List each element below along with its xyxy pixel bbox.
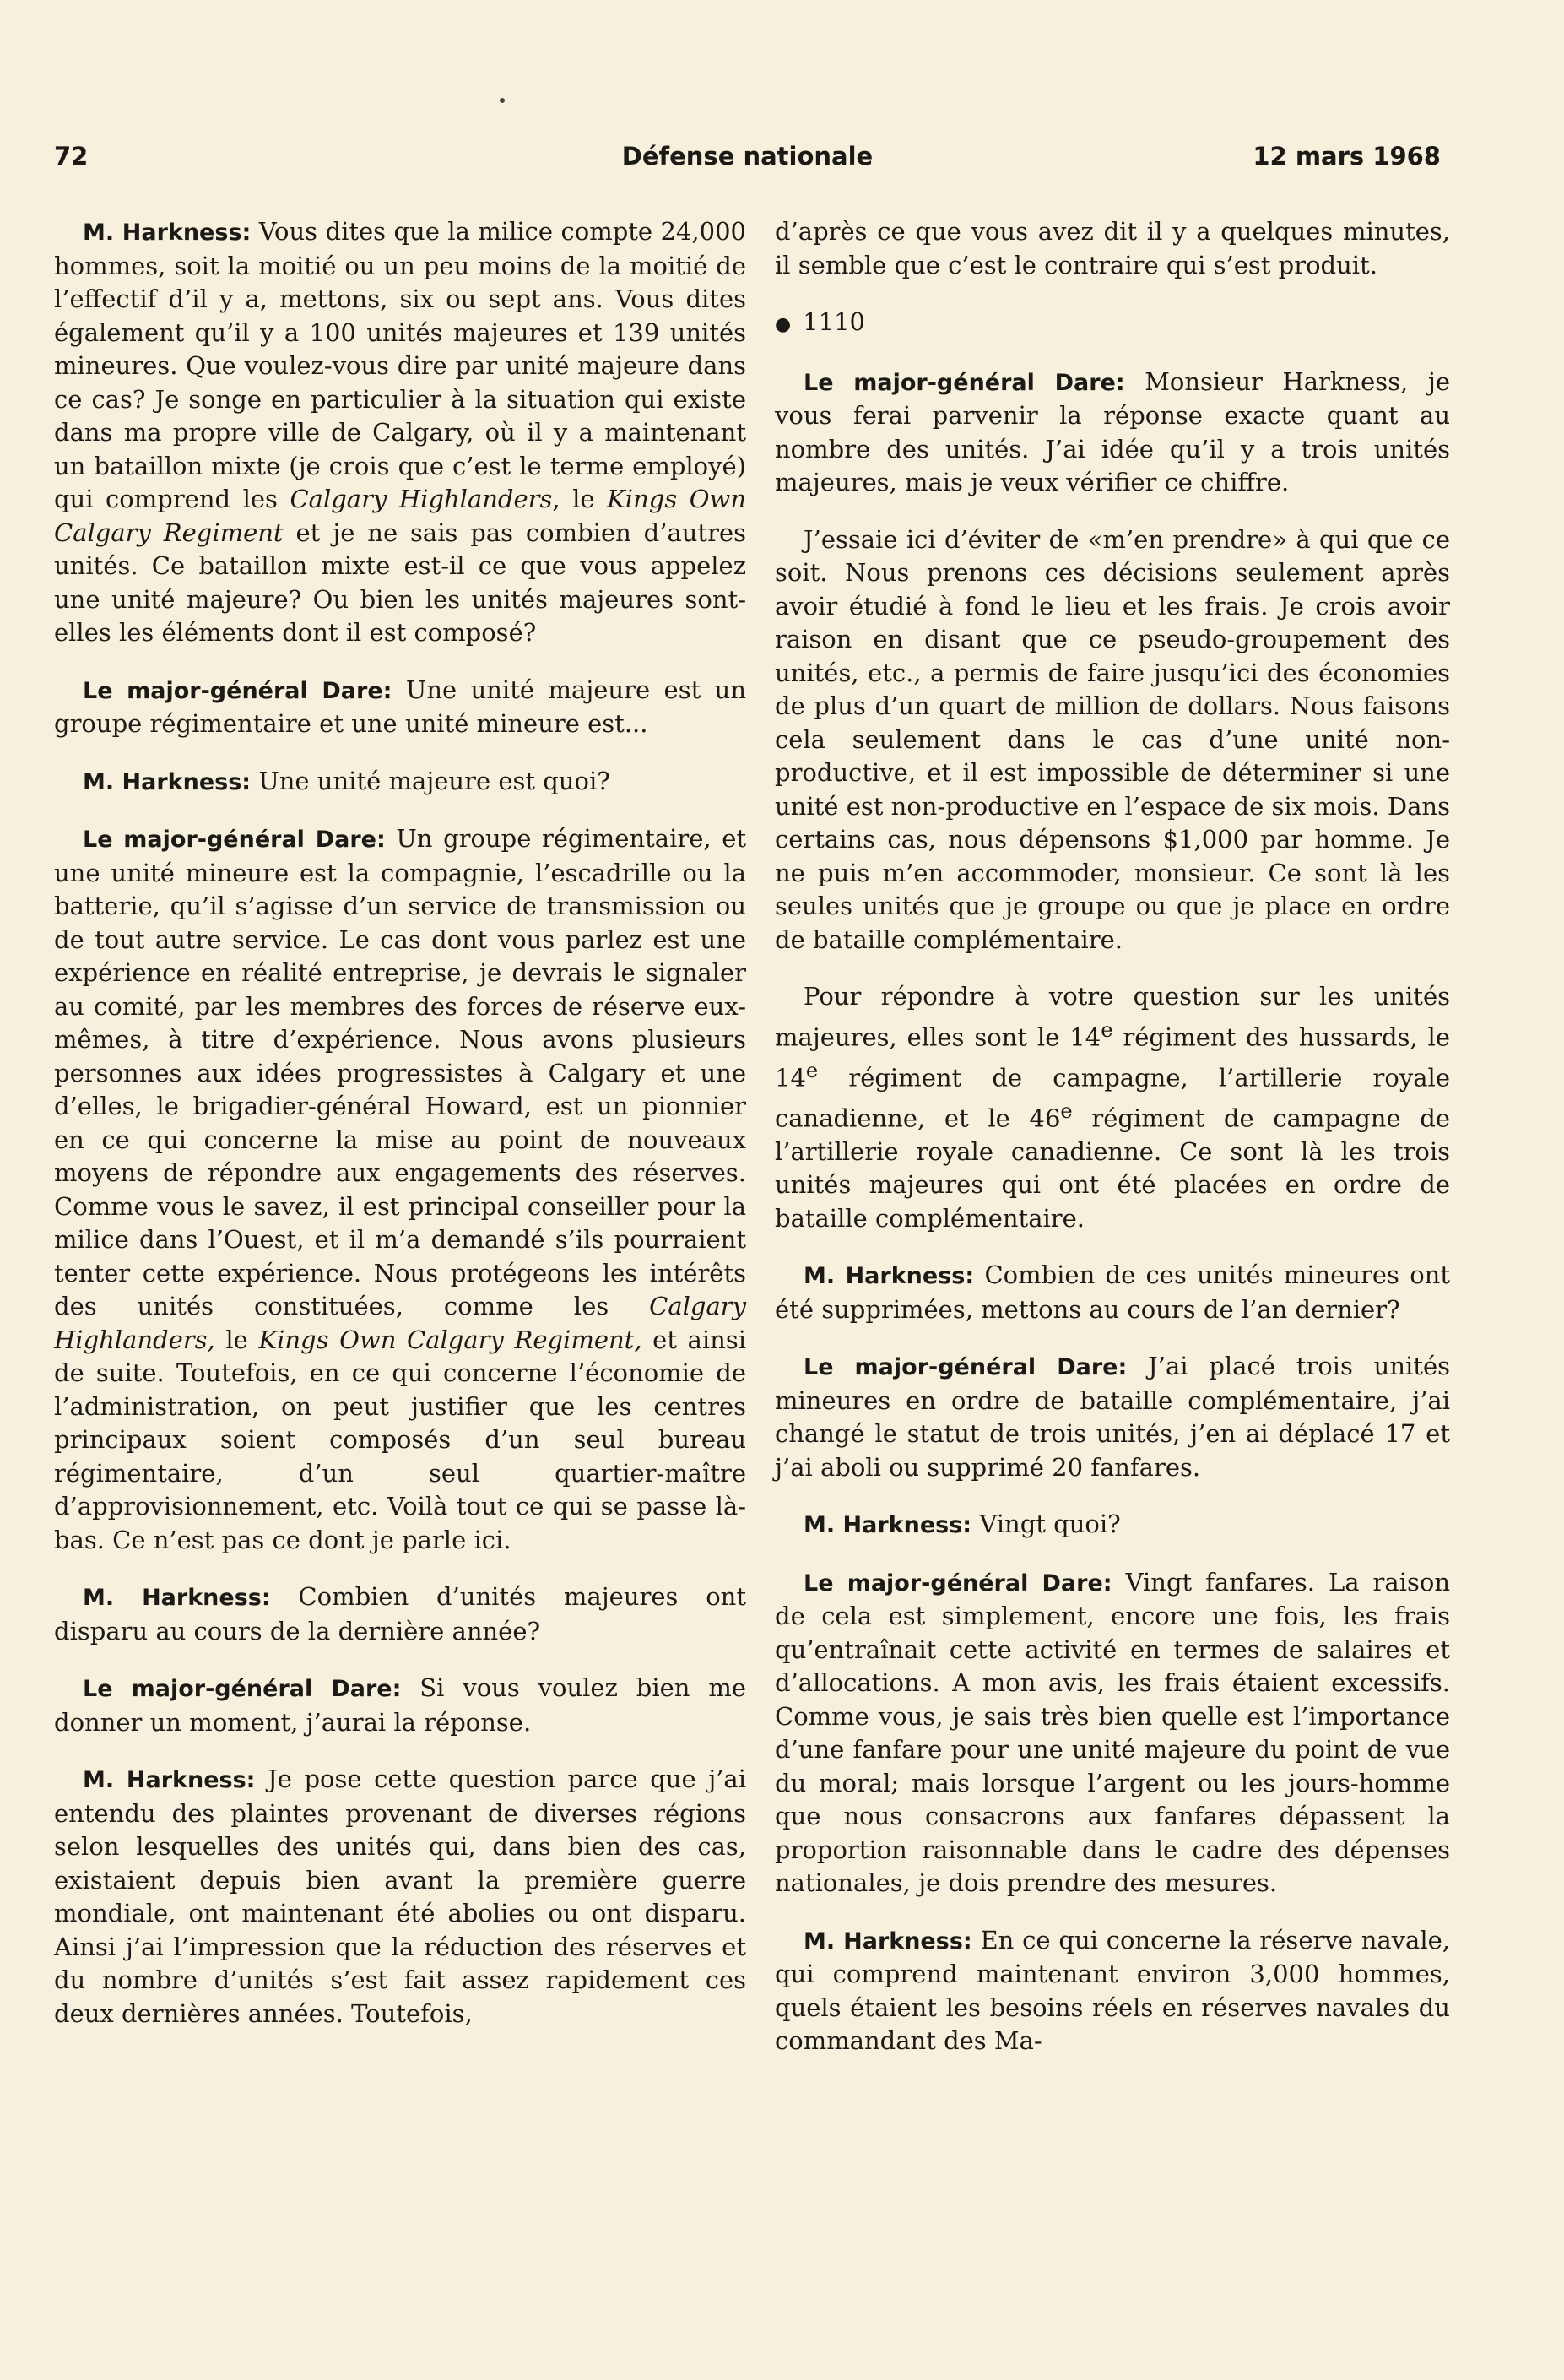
page-header	[54, 142, 1441, 179]
right-column	[775, 215, 1450, 2082]
time-mark-text: 1110	[803, 307, 866, 336]
speaker-name: Le major-général Dare:	[83, 677, 392, 704]
paragraph-text: régiment de campagne de l’artillerie royale canadienne. Ce sont là les trois unités majeures qui ont été placées en ordre de bataille complémentaire.	[775, 1103, 1451, 1233]
italic-text: Kings Own Calgary Regiment,	[258, 1325, 642, 1354]
paragraph	[54, 1672, 746, 1739]
paragraph-text: , le	[552, 485, 608, 513]
paragraph	[775, 1259, 1450, 1326]
speaker-name: Le major-général Dare:	[804, 369, 1125, 396]
paragraph	[54, 1580, 746, 1648]
paragraph-text: d’après ce que vous avez dit il y a quelques minutes, il semble que c’est le contraire qui s’est produit.	[775, 217, 1450, 279]
speaker-name: M. Harkness:	[804, 1263, 975, 1290]
paragraph-text: Vingt quoi?	[979, 1510, 1121, 1539]
paragraph-text: régiment des hussards, le 14	[775, 1022, 1450, 1092]
paragraph-text: Si vous voulez bien me donner un moment, j’aurai la réponse.	[54, 1673, 747, 1737]
bullet-icon: ●	[775, 314, 792, 335]
speaker-name: Le major-général Dare:	[83, 1676, 402, 1702]
paragraph-text: J’essaie ici d’éviter de «m’en prendre» à qui que ce soit. Nous prenons ces décisions seulement après avoir étudié à fond le lieu et les frais. Je crois avoir raison en disant que ce pseudo-groupement des unités, etc., a permis de faire jusqu’ici des économies de plus d’un quart de million de dollars. Nous faisons cela seulement dans le cas d’une unité non-productive, et il est impossible de déterminer si une unité est non-productive en l’espace de six mois. Dans certains cas, nous dépensons $1,000 par homme. Je ne puis m’en accommoder, monsieur. Ce sont là les seules unités que je groupe ou que je place en ordre de bataille complémentaire.	[775, 524, 1450, 954]
speaker-name: M. Harkness:	[804, 1927, 972, 1954]
paragraph-text: Une unité majeure est un groupe régimentaire et une unité mineure est...	[54, 675, 747, 738]
time-marker	[775, 306, 1450, 342]
paragraph-text: Combien de ces unités mineures ont été supprimées, mettons au cours de l’an dernier?	[775, 1260, 1450, 1324]
paragraph-text: Combien d’unités majeures ont disparu au cours de la dernière année?	[54, 1582, 746, 1645]
paragraph	[775, 980, 1450, 1235]
paragraph-text: Une unité majeure est quoi?	[258, 766, 610, 795]
paragraph-text: En ce qui concerne la réserve navale, qui comprend maintenant environ 3,000 hommes, quels étaient les besoins réels en réserves navales du commandant des Ma-	[775, 1925, 1450, 2056]
page-title: Défense nationale	[621, 142, 874, 171]
paragraph	[775, 1350, 1450, 1484]
superscript: e	[1101, 1017, 1113, 1042]
speaker-name: M. Harkness:	[83, 768, 252, 795]
italic-text: Calgary Highlanders,	[54, 1292, 746, 1354]
paragraph-text: Je pose cette question parce que j’ai entendu des plaintes provenant de diverses régions selon lesquelles des unités qui, dans bien des cas, existaient depuis bien avant la première guerre mondiale, ont maintenant été abolies ou ont disparu. Ainsi j’ai l’impression que la réduction des réserves et du nombre d’unités s’est fait assez rapidement ces deux dernières années. Toutefois,	[54, 1765, 746, 2028]
paragraph	[775, 1508, 1450, 1542]
paragraph-text: et ainsi de suite. Toutefois, en ce qui concerne l’économie de l’administration, on peut justifier que les centres principaux soient composés d’un seul bureau régimentaire, d’un seul quartier-maître d’approvisionnement, etc. Voilà tout ce qui se passe là-bas. Ce n’est pas ce dont je parle ici.	[54, 1325, 747, 1554]
speaker-name: Le major-général Dare:	[804, 1354, 1128, 1381]
paragraph	[775, 523, 1450, 957]
paragraph-text: Un groupe régimentaire, et une unité mineure est la compagnie, l’escadrille ou la batterie, qu’il s’agisse d’un service de transmission ou de tout autre service. Le cas dont vous parlez est une expérience en réalité entreprise, je devrais le signaler au comité, par les membres des forces de réserve eux-mêmes, à titre d’expérience. Nous avons plusieurs personnes aux idées progressistes à Calgary et une d’elles, le brigadier-général Howard, est un pionnier en ce qui concerne la mise au point de nouveaux moyens de répondre aux engagements des réserves. Comme vous le savez, il est principal conseiller pour la milice dans l’Ouest, et il m’a demandé s’ils pourraient tenter cette expérience. Nous protégeons les intérêts des unités constituées, comme les	[54, 824, 747, 1320]
paragraph-text: régiment de campagne, l’artillerie royale canadienne, et le 46	[775, 1063, 1450, 1133]
italic-text: Kings Own Calgary Regiment	[54, 485, 747, 547]
paragraph-text: Pour répondre à votre question sur les unités majeures, elles sont le 14	[775, 982, 1450, 1052]
paragraph-text: et je ne sais pas combien d’autres unités. Ce bataillon mixte est-il ce que vous appelez une unité majeure? Ou bien les unités majeures sont-elles les éléments dont il est composé?	[54, 518, 746, 647]
paragraph	[54, 765, 746, 800]
speaker-name: M. Harkness:	[804, 1512, 972, 1539]
paragraph-text: le	[214, 1325, 259, 1354]
page-mark	[500, 98, 505, 103]
paragraph	[775, 1566, 1450, 1900]
speaker-name: Le major-général Dare:	[804, 1569, 1112, 1597]
page-date: 12 mars 1968	[1253, 142, 1441, 171]
paragraph-text: Vous dites que la milice compte 24,000 hommes, soit la moitié ou un peu moins de la moitié de l’effectif d’il y a, mettons, six ou sept ans. Vous dites également qu’il y a 100 unités majeures et 139 unités mineures. Que voulez-vous dire par unité majeure dans ce cas? Je songe en particulier à la situation qui existe dans ma propre ville de Calgary, où il y a maintenant un bataillon mixte (je crois que c’est le terme employé) qui comprend les	[54, 217, 746, 513]
paragraph-text: Monsieur Harkness, je vous ferai parvenir la réponse exacte quant au nombre des unités. J’ai idée qu’il y a trois unités majeures, mais je veux vérifier ce chiffre.	[775, 366, 1450, 496]
paragraph	[775, 366, 1450, 500]
paragraph	[54, 822, 746, 1557]
superscript: e	[1060, 1098, 1073, 1123]
paragraph	[54, 674, 746, 741]
superscript: e	[805, 1058, 819, 1082]
paragraph	[54, 1763, 746, 2030]
speaker-name: M. Harkness:	[83, 1585, 271, 1611]
speaker-name: M. Harkness:	[83, 1767, 256, 1793]
paragraph	[54, 215, 746, 650]
paragraph-text: J’ai placé trois unités mineures en ordre de bataille complémentaire, j’ai changé le statut de trois unités, j’en ai déplacé 17 et j’ai aboli ou supprimé 20 fanfares.	[775, 1352, 1451, 1482]
speaker-name: M. Harkness:	[83, 220, 252, 246]
left-column	[54, 215, 746, 2054]
paragraph-text: Vingt fanfares. La raison de cela est simplement, encore une fois, les frais qu’entraînait cette activité en termes de salaires et d’allocations. A mon avis, les frais étaient excessifs. Comme vous, je sais très bien quelle est l’importance d’une fanfare pour une unité majeure du point de vue du moral; mais lorsque l’argent ou les jours-homme que nous consacrons aux fanfares dépassent la proportion raisonnable dans le cadre des dépenses nationales, je dois prendre des mesures.	[775, 1567, 1451, 1898]
paragraph	[775, 215, 1450, 282]
speaker-name: Le major-général Dare:	[83, 827, 386, 853]
page-number: 72	[54, 142, 89, 171]
paragraph	[775, 1924, 1450, 2058]
italic-text: Calgary Highlanders	[290, 485, 553, 513]
